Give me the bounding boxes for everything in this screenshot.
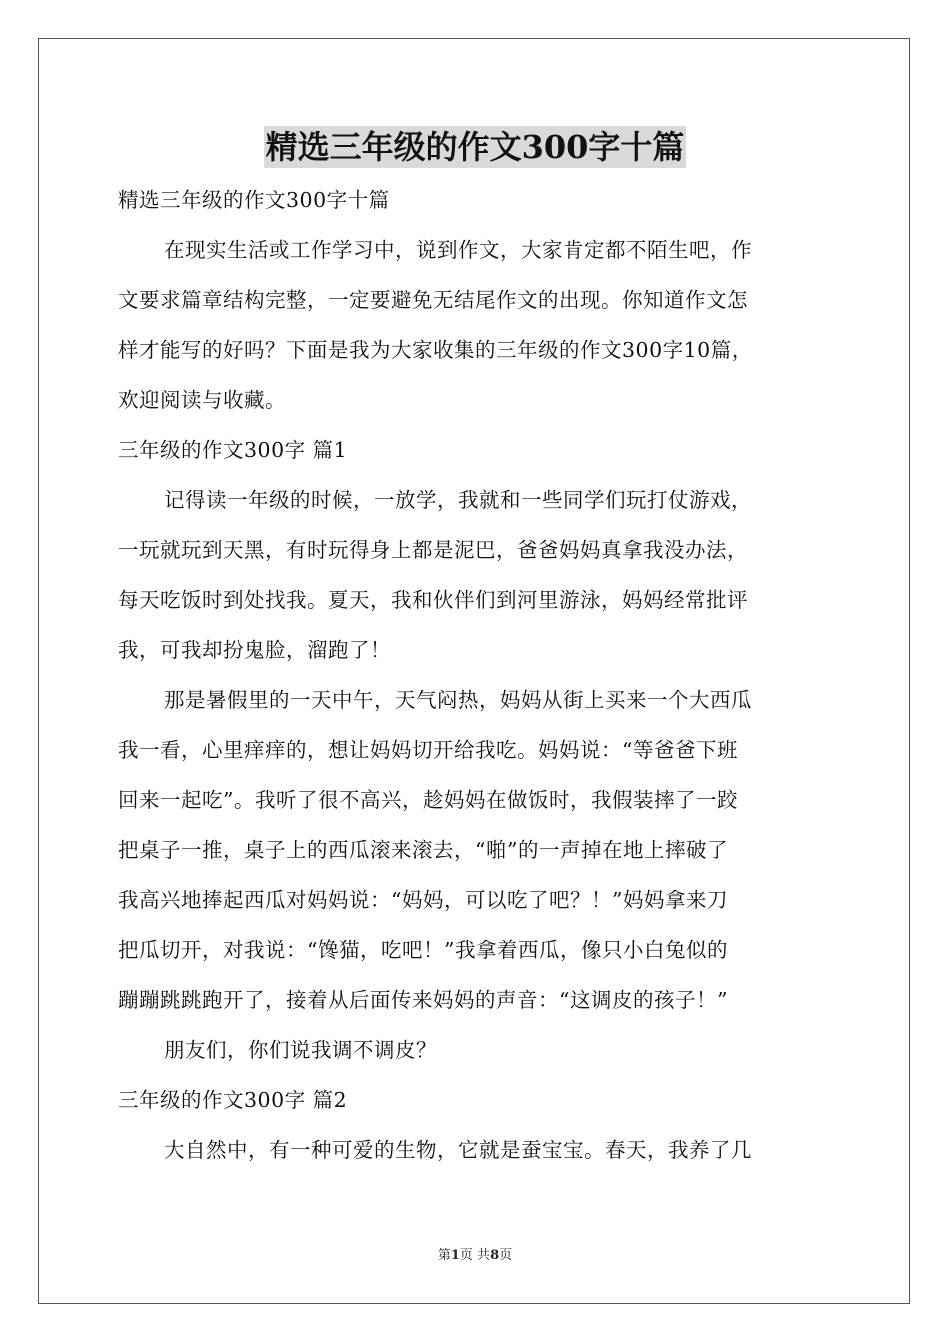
text-line: 三年级的作文300字 篇1	[118, 438, 348, 462]
text-line: 我，可我却扮鬼脸，溜跑了！	[118, 638, 391, 662]
text-line: 记得读一年级的时候，一放学，我就和一些同学们玩打仗游戏，	[164, 488, 752, 512]
text-line: 回来一起吃”。我听了很不高兴，趁妈妈在做饭时，我假装摔了一跤	[118, 788, 738, 812]
text-line: 在现实生活或工作学习中，说到作文，大家肯定都不陌生吧，作	[164, 238, 752, 262]
text-line: 欢迎阅读与收藏。	[118, 388, 286, 412]
text-line: 把桌子一推，桌子上的西瓜滚来滚去，“啪”的一声掉在地上摔破了	[118, 838, 728, 862]
text-line: 三年级的作文300字 篇2	[118, 1088, 348, 1112]
text-line: 精选三年级的作文300字十篇	[118, 188, 390, 212]
text-line: 那是暑假里的一天中午，天气闷热，妈妈从街上买来一个大西瓜	[164, 688, 752, 712]
footer-page-mid: 页 共	[459, 1248, 491, 1263]
title-container	[0, 126, 950, 168]
page-footer	[0, 1244, 950, 1263]
footer-page-end: 页	[499, 1248, 513, 1263]
footer-page-current: 1	[450, 1248, 460, 1263]
text-line: 把瓜切开，对我说：“馋猫，吃吧！”我拿着西瓜，像只小白兔似的	[118, 938, 728, 962]
text-line: 样才能写的好吗？下面是我为大家收集的三年级的作文300字10篇，	[118, 338, 753, 362]
text-line: 每天吃饭时到处找我。夏天，我和伙伴们到河里游泳，妈妈经常批评	[118, 588, 748, 612]
document-body	[118, 175, 853, 1175]
text-line: 我高兴地捧起西瓜对妈妈说：“妈妈，可以吃了吧？！”妈妈拿来刀	[118, 888, 728, 912]
text-line: 大自然中，有一种可爱的生物，它就是蚕宝宝。春天，我养了几	[164, 1138, 752, 1162]
footer-page-total: 8	[490, 1248, 500, 1263]
document-title: 精选三年级的作文300字十篇	[265, 128, 685, 166]
text-line: 我一看，心里痒痒的，想让妈妈切开给我吃。妈妈说：“等爸爸下班	[118, 738, 738, 762]
text-line: 一玩就玩到天黑，有时玩得身上都是泥巴，爸爸妈妈真拿我没办法，	[118, 538, 748, 562]
text-line: 朋友们，你们说我调不调皮？	[164, 1038, 437, 1062]
footer-page-label: 第	[437, 1248, 451, 1263]
text-line: 蹦蹦跳跳跑开了，接着从后面传来妈妈的声音：“这调皮的孩子！”	[118, 988, 728, 1012]
text-line: 文要求篇章结构完整，一定要避免无结尾作文的出现。你知道作文怎	[118, 288, 748, 312]
